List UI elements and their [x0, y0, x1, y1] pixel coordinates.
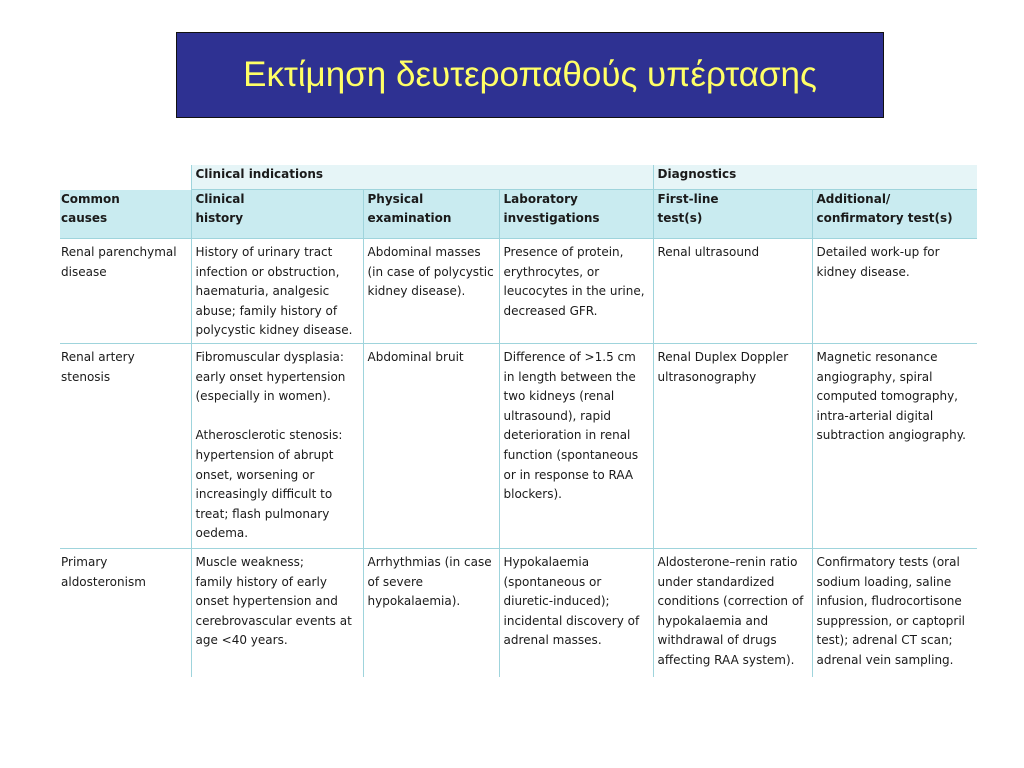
cell-first-line: Renal ultrasound	[653, 239, 812, 344]
table-row	[60, 549, 977, 678]
group-header-diagnostics: Diagnostics	[653, 165, 977, 190]
slide-title-box	[176, 32, 884, 118]
table-row	[60, 344, 977, 549]
table-row	[60, 239, 977, 344]
cell-lab: Difference of >1.5 cm in length between the two kidneys (renal ultrasound), rapid deterioration in renal function (spontaneous or in response to RAA blockers).	[499, 344, 653, 549]
paragraph-gap	[196, 407, 359, 427]
cell-cause: Primary aldosteronism	[61, 555, 146, 589]
cell-cause: Renal parenchymal disease	[60, 239, 191, 344]
cell-additional: Detailed work-up for kidney disease.	[812, 239, 977, 344]
cell-additional: Magnetic resonance angiography, spiral computed tomography, intra-arterial digital subtraction angiography.	[812, 344, 977, 549]
cell-lab: Presence of protein, erythrocytes, or leucocytes in the urine, decreased GFR.	[499, 239, 653, 344]
cell-history	[191, 344, 363, 549]
cell-exam: Abdominal bruit	[363, 344, 499, 549]
history-atherosclerotic: Atherosclerotic stenosis: hypertension of abrupt onset, worsening or increasingly difficult to treat; flash pulmonary oedema.	[195, 428, 343, 541]
group-header-row	[60, 165, 977, 190]
secondary-hypertension-table	[60, 165, 977, 677]
group-header-clinical: Clinical indications	[191, 165, 653, 190]
cell-lab: Hypokalaemia (spontaneous or diuretic-induced); incidental discovery of adrenal masses.	[499, 549, 653, 678]
col-header-history: Clinical history	[191, 190, 363, 239]
col-header-exam: Physical examination	[363, 190, 499, 239]
cell-exam: Arrhythmias (in case of severe hypokalaemia).	[363, 549, 499, 678]
col-header-first-line: First-line test(s)	[653, 190, 812, 239]
history-family: family history of early onset hypertension and cerebrovascular events at age <40 years.	[195, 574, 352, 648]
group-header-blank	[60, 165, 191, 190]
cell-exam: Abdominal masses (in case of polycystic kidney disease).	[363, 239, 499, 344]
col-header-additional: Additional/ confirmatory test(s)	[812, 190, 977, 239]
history-muscle-weakness: Muscle weakness;	[195, 555, 304, 569]
cell-additional: Confirmatory tests (oral sodium loading, saline infusion, fludrocortisone suppression, or captopril test); adrenal CT scan; adrenal vein sampling.	[812, 549, 977, 678]
cell-history: History of urinary tract infection or obstruction, haematuria, analgesic abuse; family history of polycystic kidney disease.	[191, 239, 363, 344]
col-header-causes: Common causes	[60, 190, 191, 239]
cell-first-line: Aldosterone–renin ratio under standardized conditions (correction of hypokalaemia and withdrawal of drugs affecting RAA system).	[653, 549, 812, 678]
cell-first-line: Renal Duplex Doppler ultrasonography	[653, 344, 812, 549]
column-header-row	[60, 190, 977, 239]
col-header-lab: Laboratory investigations	[499, 190, 653, 239]
history-fibromuscular: Fibromuscular dysplasia: early onset hypertension (especially in women).	[195, 350, 346, 404]
cell-history	[191, 549, 363, 678]
cell-cause: Renal artery stenosis	[60, 344, 191, 549]
slide-title: Εκτίμηση δευτεροπαθούς υπέρτασης	[243, 55, 817, 94]
